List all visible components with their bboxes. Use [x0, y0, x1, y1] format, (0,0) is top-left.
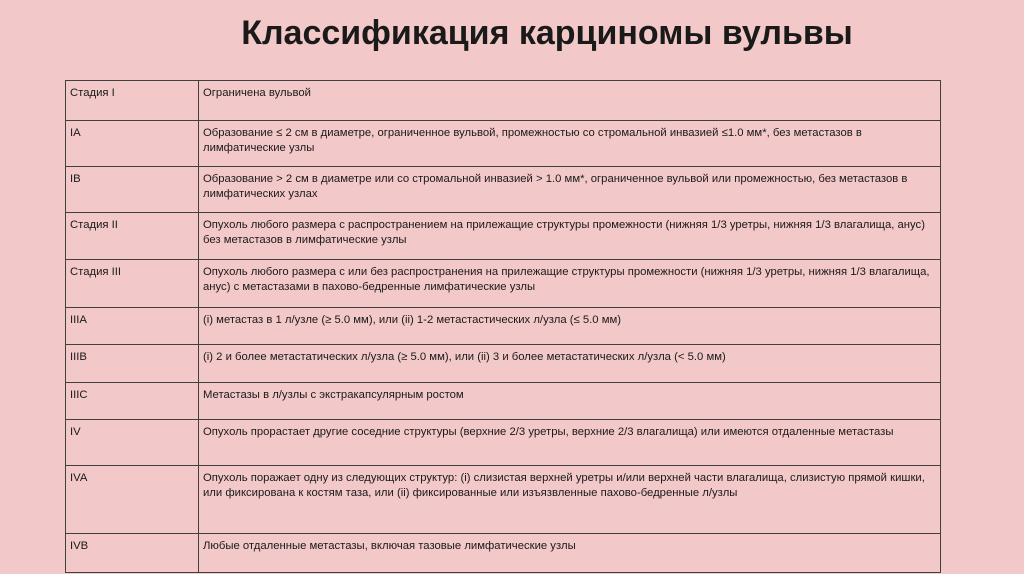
- description-cell: Любые отдаленные метастазы, включая тазовые лимфатические узлы: [199, 534, 941, 573]
- table-row: [66, 534, 941, 573]
- stage-cell: IB: [66, 167, 199, 213]
- stage-cell: IVB: [66, 534, 199, 573]
- table-row: [66, 167, 941, 213]
- description-cell: (i) 2 и более метастатических л/узла (≥ 5.0 мм), или (ii) 3 и более метастатических л/узла (< 5.0 мм): [199, 345, 941, 383]
- description-cell: Метастазы в л/узлы с экстракапсулярным ростом: [199, 383, 941, 420]
- stage-cell: Стадия I: [66, 81, 199, 121]
- stage-cell: Стадия III: [66, 260, 199, 308]
- slide-title: Классификация карциномы вульвы: [241, 14, 853, 52]
- stage-cell: Стадия II: [66, 213, 199, 260]
- stage-cell: IIIA: [66, 308, 199, 345]
- description-cell: Образование ≤ 2 см в диаметре, ограниченное вульвой, промежностью со стромальной инвазией ≤1.0 мм*, без метастазов в лимфатические узлы: [199, 121, 941, 167]
- description-cell: Опухоль любого размера с распространением на прилежащие структуры промежности (нижняя 1/3 уретры, нижняя 1/3 влагалища, анус) без метастазов в лимфатические узлы: [199, 213, 941, 260]
- table-row: [66, 345, 941, 383]
- stage-cell: IA: [66, 121, 199, 167]
- table-row: [66, 420, 941, 466]
- stage-cell: IIIC: [66, 383, 199, 420]
- description-cell: Опухоль любого размера с или без распространения на прилежащие структуры промежности (нижняя 1/3 уретры, нижняя 1/3 влагалища, анус) с метастазами в пахово-бедренные лимфатические узлы: [199, 260, 941, 308]
- stage-cell: IVA: [66, 466, 199, 534]
- stage-cell: IIIB: [66, 345, 199, 383]
- table-row: [66, 81, 941, 121]
- description-cell: (i) метастаз в 1 л/узле (≥ 5.0 мм), или (ii) 1-2 метастастических л/узла (≤ 5.0 мм): [199, 308, 941, 345]
- table-row: [66, 260, 941, 308]
- description-cell: Опухоль прорастает другие соседние структуры (верхние 2/3 уретры, верхние 2/3 влагалища) или имеются отдаленные метастазы: [199, 420, 941, 466]
- table-row: [66, 383, 941, 420]
- classification-table: [65, 80, 941, 573]
- table-row: [66, 121, 941, 167]
- table-row: [66, 213, 941, 260]
- description-cell: Образование > 2 см в диаметре или со стромальной инвазией > 1.0 мм*, ограниченное вульвой или промежностью, без метастазов в лимфатических узлах: [199, 167, 941, 213]
- table-row: [66, 308, 941, 345]
- stage-cell: IV: [66, 420, 199, 466]
- table-row: [66, 466, 941, 534]
- description-cell: Ограничена вульвой: [199, 81, 941, 121]
- description-cell: Опухоль поражает одну из следующих структур: (i) слизистая верхней уретры и/или верхней части влагалища, слизистую прямой кишки, или фиксирована к костям таза, или (ii) фиксированные или изъязвленные пахово-бедренные л/узлы: [199, 466, 941, 534]
